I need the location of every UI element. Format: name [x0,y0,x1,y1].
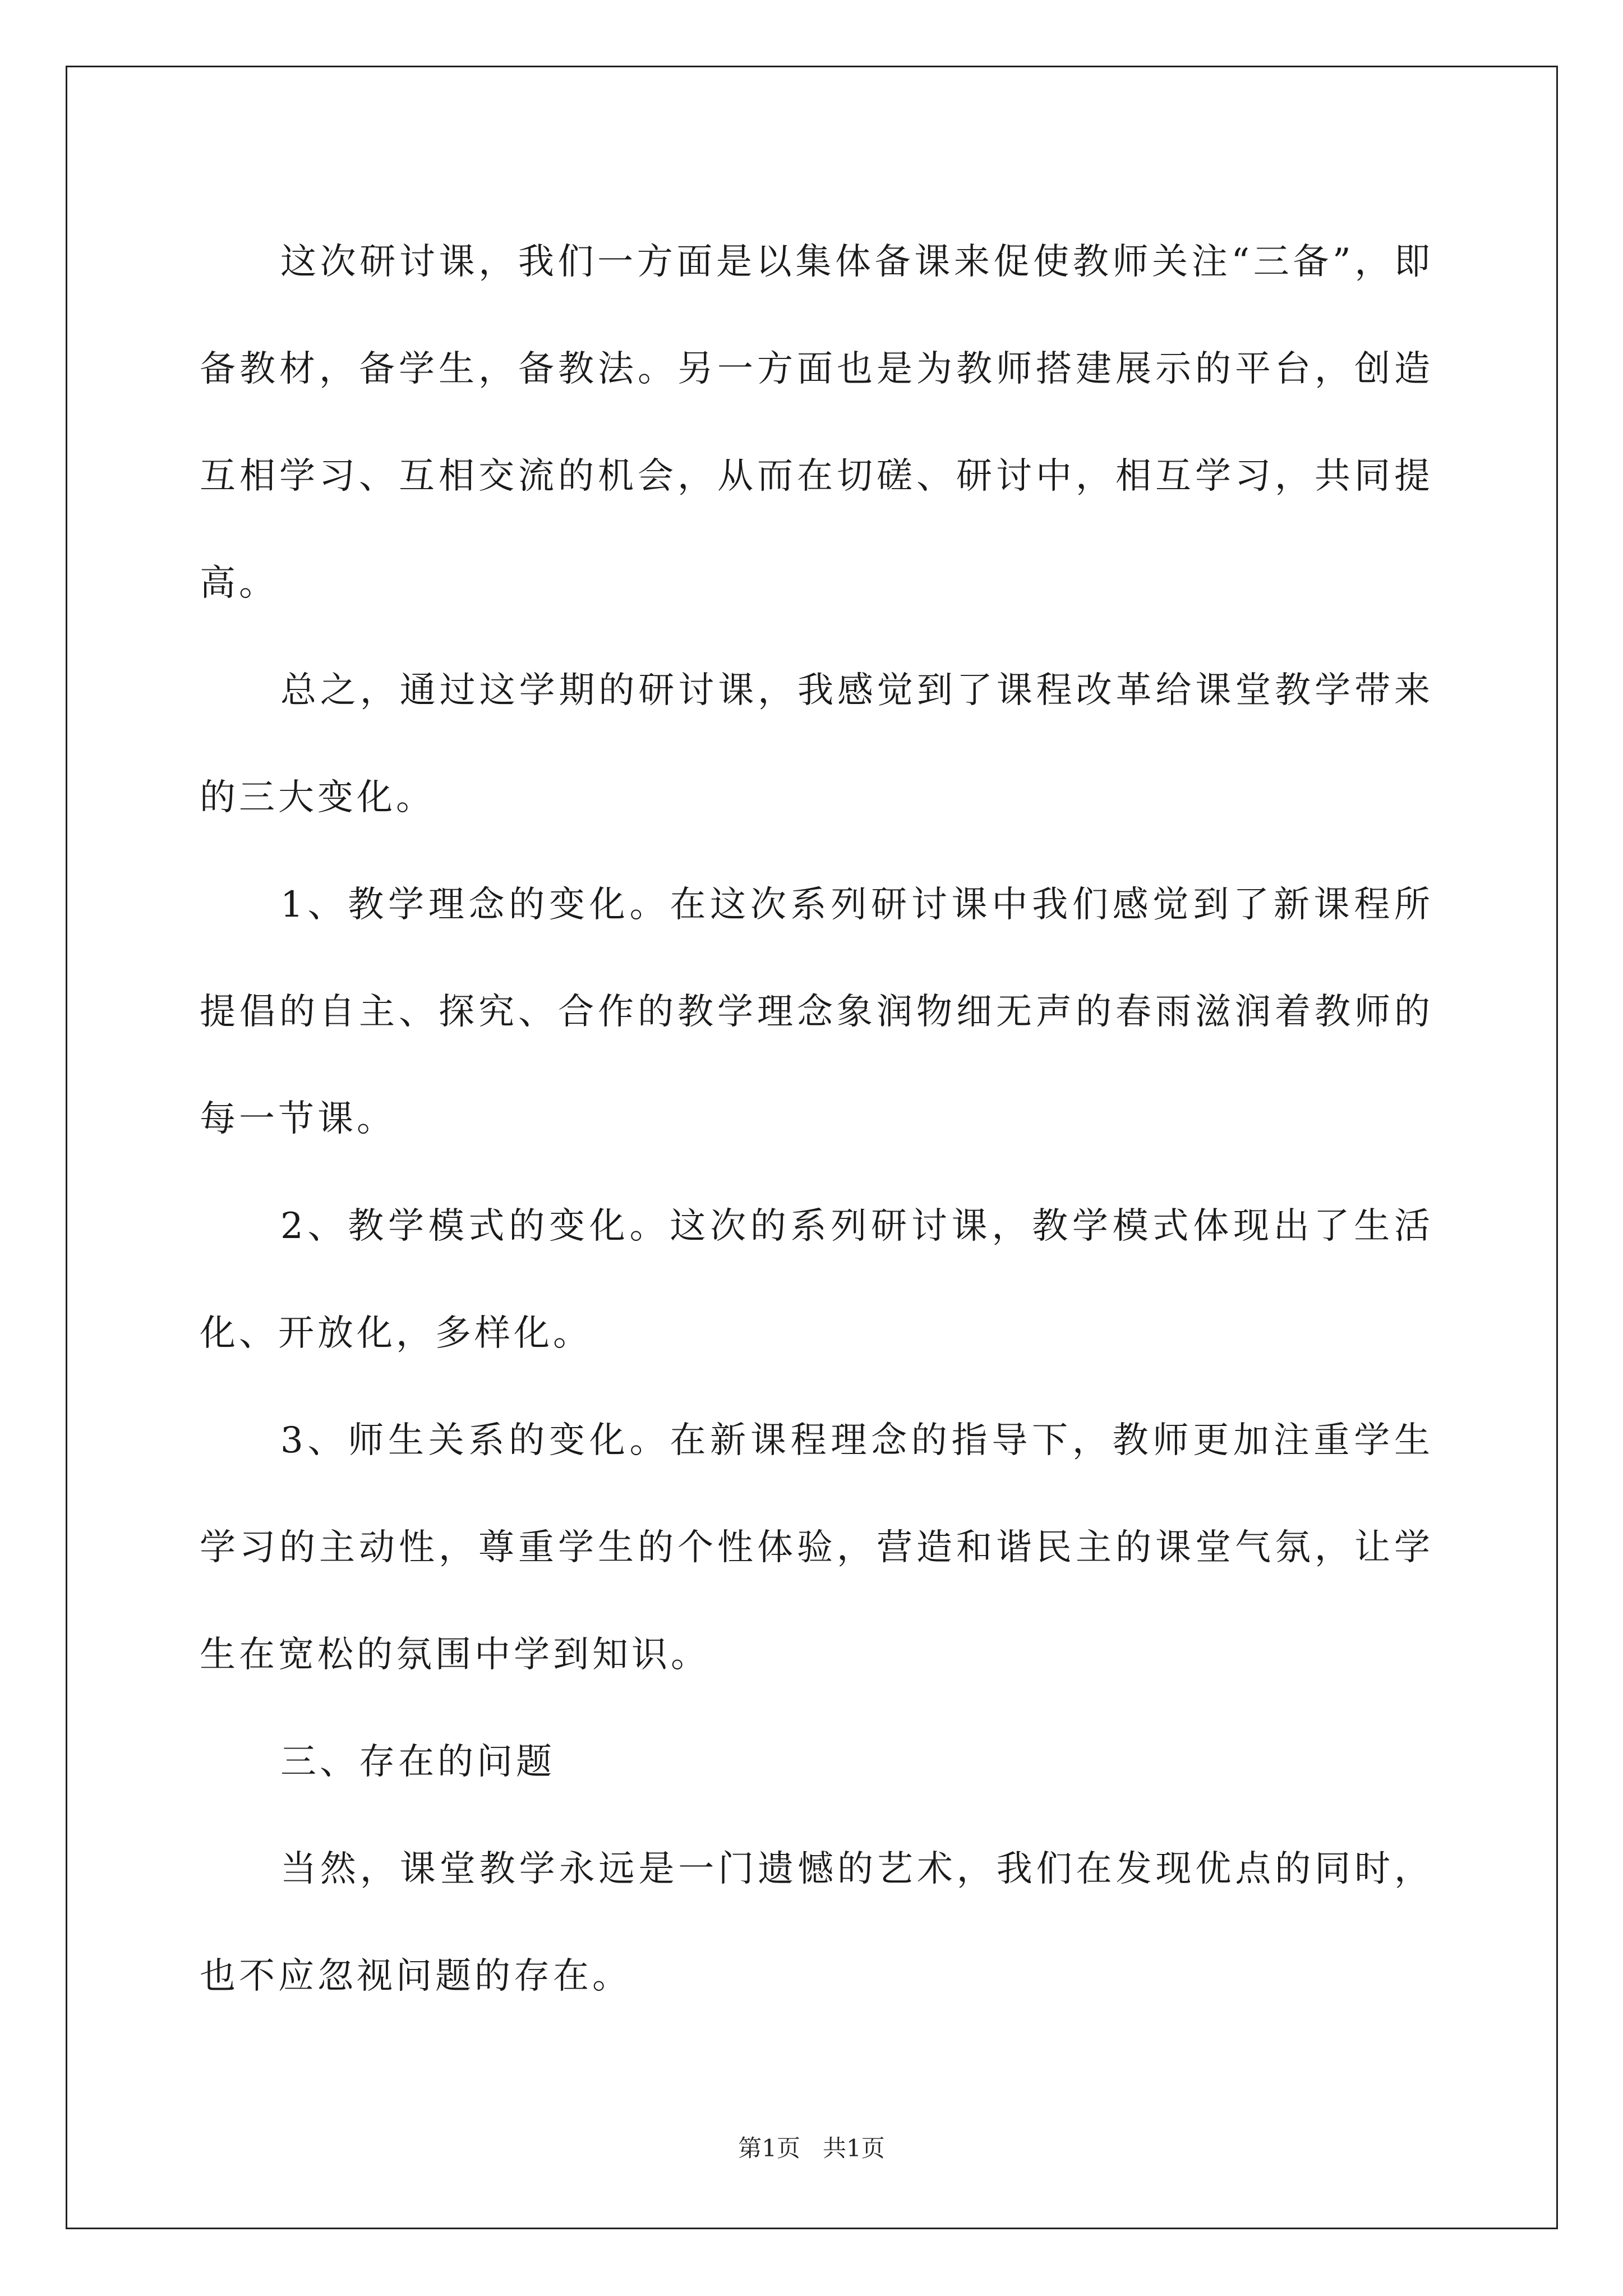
paragraph-teaching-concept: 1、教学理念的变化。在这次系列研讨课中我们感觉到了新课程所提倡的自主、探究、合作的教学理念象润物细无声的春雨滋润着教师的每一节课。 [200,884,1433,1140]
paragraph-summary: 总之，通过这学期的研讨课，我感觉到了课程改革给课堂教学带来的三大变化。 [200,670,1433,818]
paragraph-three-preparations: 这次研讨课，我们一方面是以集体备课来促使教师关注“三备”，即备教材，备学生，备教法。另一方面也是为教师搭建展示的平台，创造互相学习、互相交流的机会，从而在切磋、研讨中，相互学习，共同提高。 [200,241,1433,604]
paragraph-teaching-mode: 2、教学模式的变化。这次的系列研讨课，教学模式体现出了生活化、开放化，多样化。 [200,1205,1433,1354]
paragraph-teacher-student-relation: 3、师生关系的变化。在新课程理念的指导下，教师更加注重学生学习的主动性，尊重学生的个性体验，营造和谐民主的课堂气氛，让学生在宽松的氛围中学到知识。 [200,1420,1433,1676]
document-body [200,209,1433,2030]
page-footer: 第1页 共1页 [738,2134,885,2162]
section-heading-problems: 三、存在的问题 [280,1741,555,1783]
paragraph-problems: 当然，课堂教学永远是一门遗憾的艺术，我们在发现优点的同时，也不应忽视问题的存在。 [200,1848,1433,1997]
